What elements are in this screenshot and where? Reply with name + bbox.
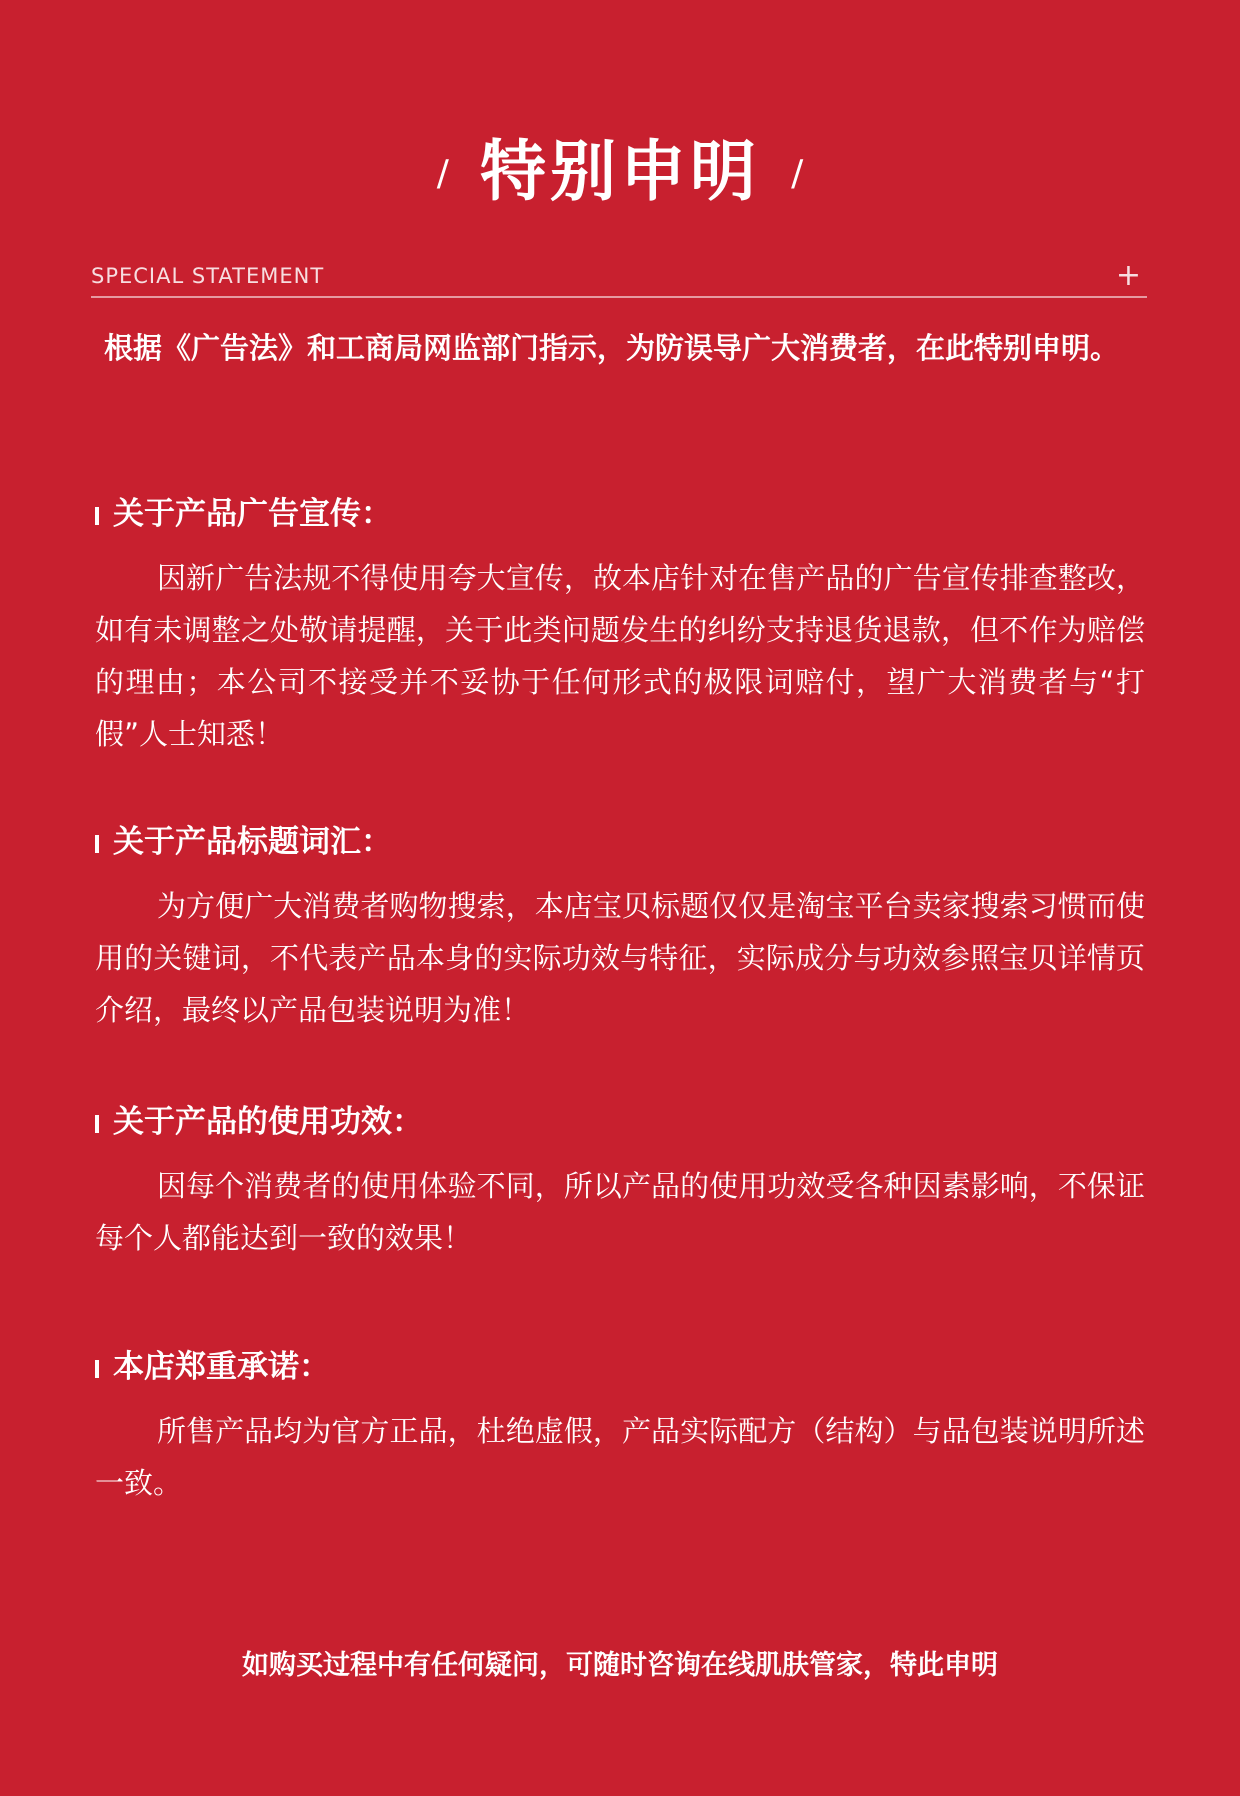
section-promise <box>95 1345 1145 1509</box>
plus-icon: + <box>1115 258 1141 293</box>
section-heading <box>95 820 1145 864</box>
bar-icon <box>95 507 99 525</box>
section-title-words <box>95 820 1145 1036</box>
subtitle-bar <box>91 258 1147 298</box>
section-heading <box>95 1345 1145 1389</box>
section-heading <box>95 492 1145 536</box>
section-body: 因新广告法规不得使用夸大宣传，故本店针对在售产品的广告宣传排查整改，如有未调整之处敬请提醒，关于此类问题发生的纠纷支持退货退款，但不作为赔偿的理由；本公司不接受并不妥协于任何形式的极限词赔付，望广大消费者与“打假”人士知悉！ <box>95 561 1145 751</box>
page-header <box>0 118 1240 228</box>
section-advertising <box>95 492 1145 760</box>
section-body: 所售产品均为官方正品，杜绝虚假，产品实际配方（结构）与品包装说明所述一致。 <box>95 1414 1145 1500</box>
title-slash-left: / <box>436 153 449 194</box>
page-title: 特别申明 <box>480 133 760 210</box>
section-efficacy <box>95 1100 1145 1264</box>
section-title: 关于产品广告宣传： <box>113 496 392 532</box>
subtitle-label: SPECIAL STATEMENT <box>91 264 325 288</box>
section-title: 本店郑重承诺： <box>113 1349 330 1385</box>
footer-note: 如购买过程中有任何疑问，可随时咨询在线肌肤管家，特此申明 <box>242 1650 998 1681</box>
section-title: 关于产品标题词汇： <box>113 824 392 860</box>
section-body: 为方便广大消费者购物搜索，本店宝贝标题仅仅是淘宝平台卖家搜索习惯而使用的关键词，不代表产品本身的实际功效与特征，实际成分与功效参照宝贝详情页介绍，最终以产品包装说明为准！ <box>95 889 1145 1027</box>
section-body: 因每个消费者的使用体验不同，所以产品的使用功效受各种因素影响，不保证每个人都能达到一致的效果！ <box>95 1169 1145 1255</box>
bar-icon <box>95 1115 99 1133</box>
section-heading <box>95 1100 1145 1144</box>
bar-icon <box>95 835 99 853</box>
title-slash-right: / <box>791 153 804 194</box>
bar-icon <box>95 1360 99 1378</box>
section-title: 关于产品的使用功效： <box>113 1104 423 1140</box>
intro-paragraph: 根据《广告法》和工商局网监部门指示，为防误导广大消费者，在此特别申明。 <box>104 331 1120 365</box>
